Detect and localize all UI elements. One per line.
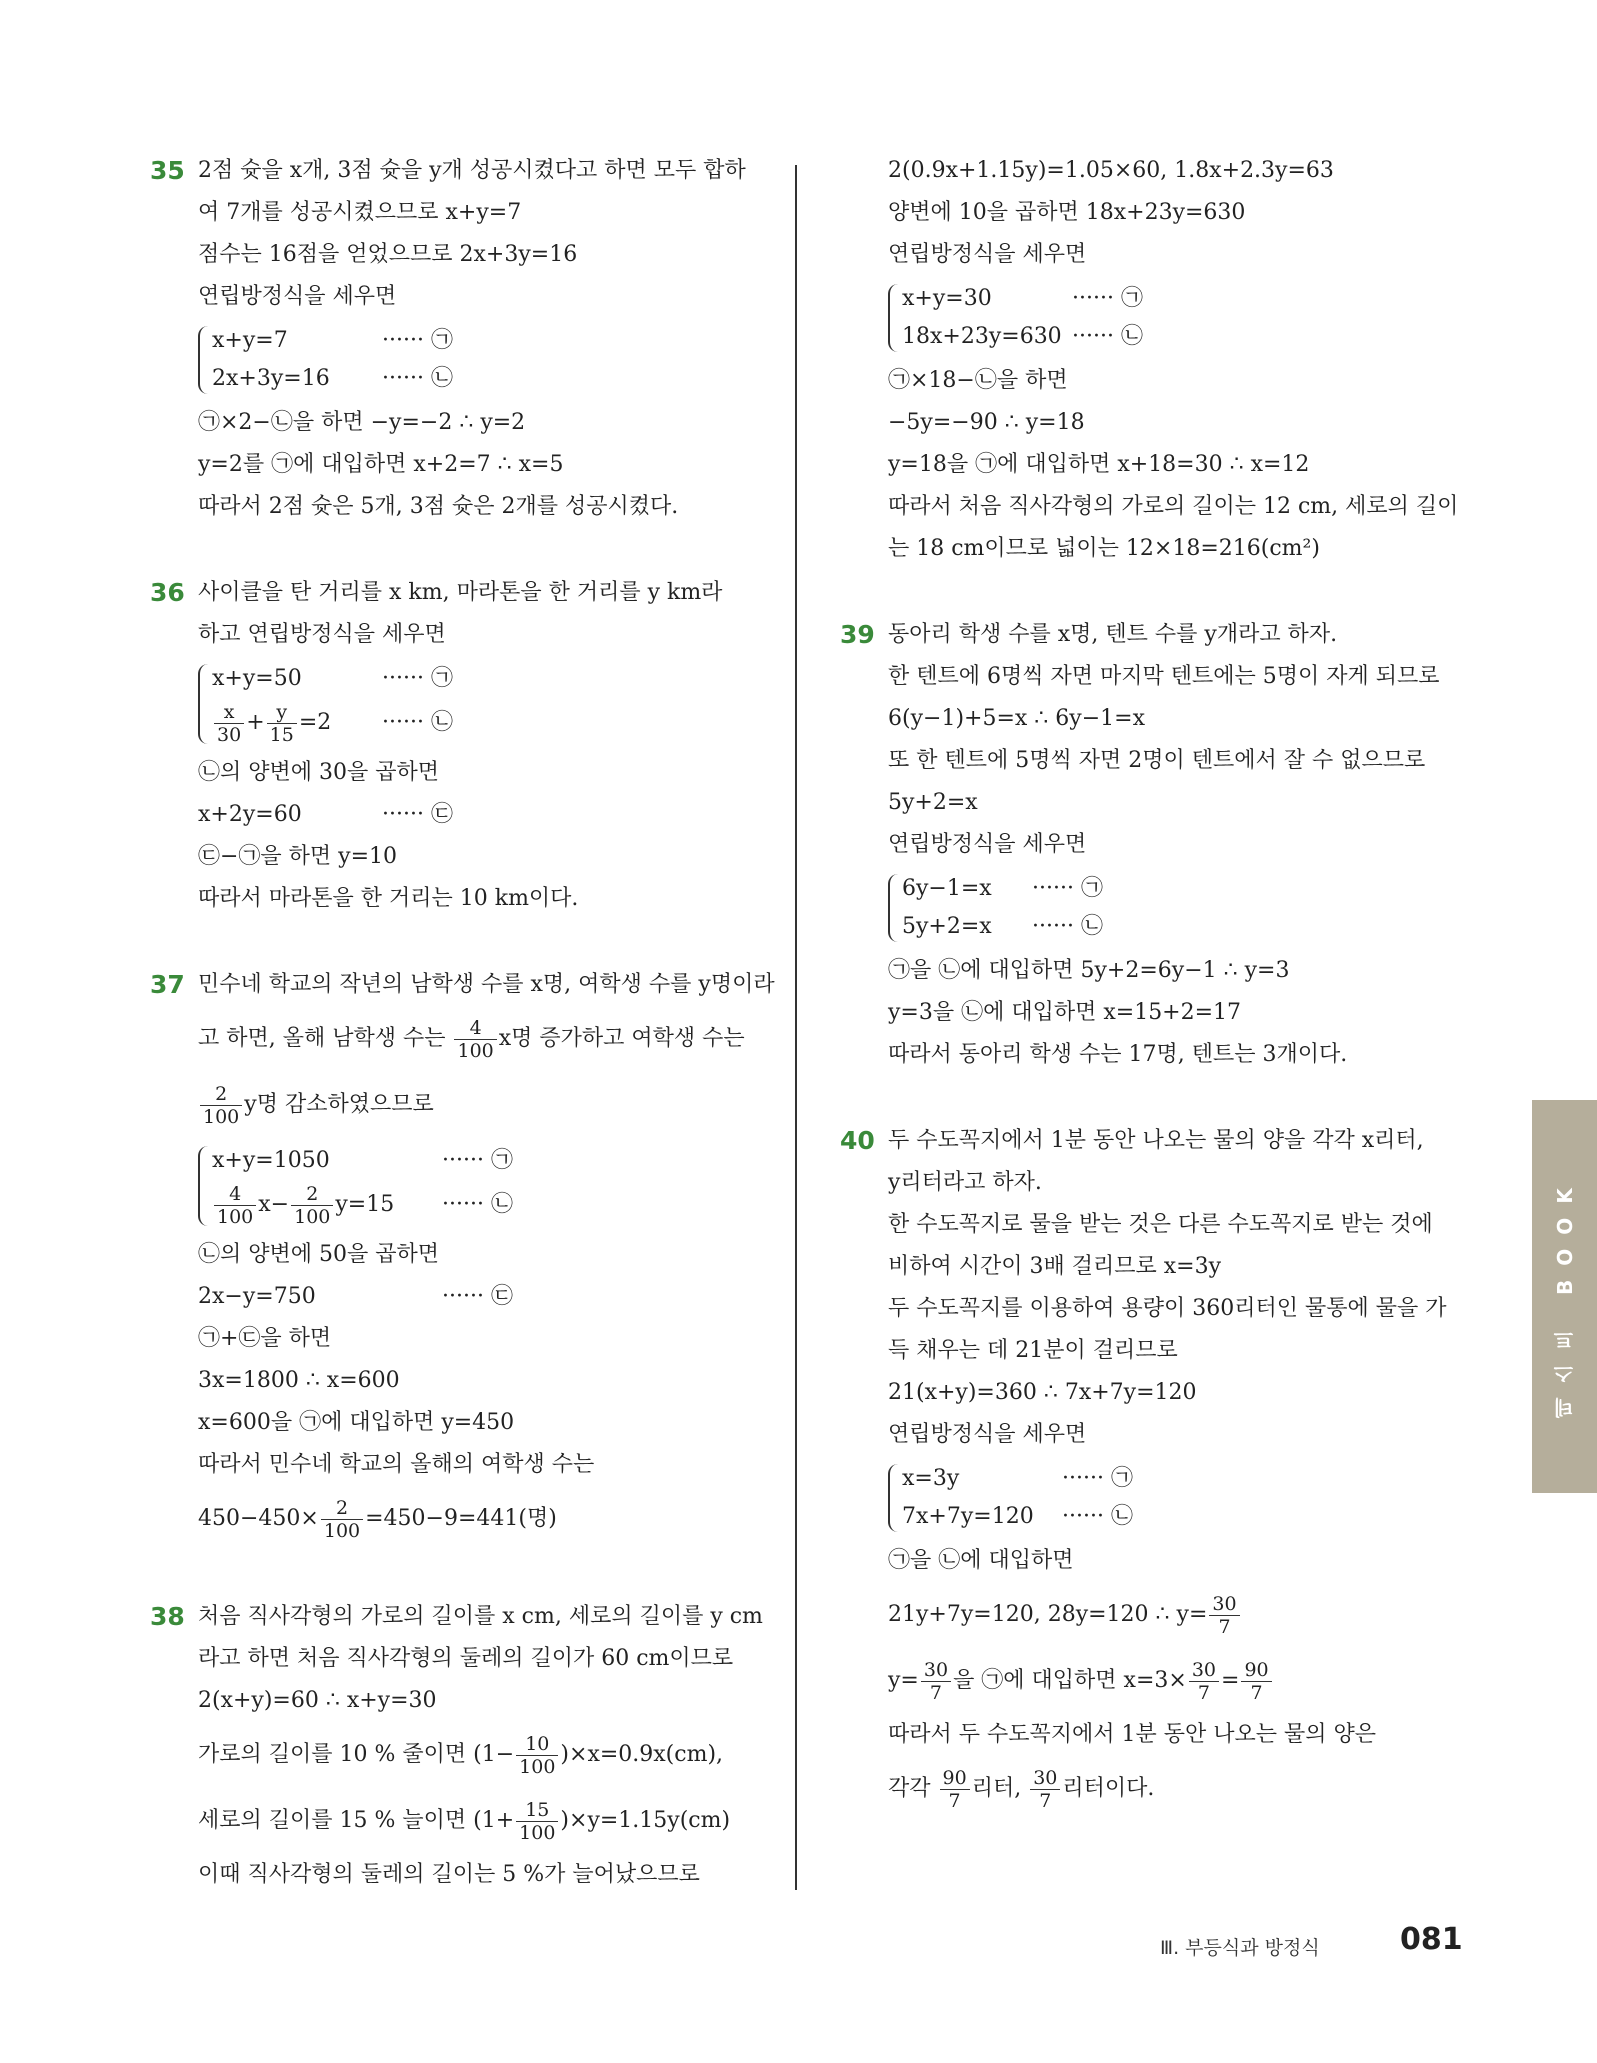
equation-marker: ······ ㉠ <box>1062 1466 1133 1491</box>
text-line: −5y=−90 ∴ y=18 <box>888 410 1085 435</box>
text-line: 각각 $\frac{90}{7}$ 리터, $\frac{30}{7}$ 리터이다. <box>888 1766 1155 1812</box>
text-line: 따라서 동아리 학생 수는 17명, 텐트는 3개이다. <box>888 1042 1348 1067</box>
text-line: 하고 연립방정식을 세우면 <box>198 622 446 647</box>
text-line: 양변에 10을 곱하면 18x+23y=630 <box>888 200 1246 225</box>
equation: 2x−y=750 <box>198 1284 316 1309</box>
equation-marker: ······ ㉡ <box>1072 324 1143 349</box>
fraction: $\frac{x}{30}$ <box>214 701 244 746</box>
fraction: $\frac{30}{7}$ <box>1209 1593 1239 1638</box>
fraction: $\frac{15}{100}$ <box>516 1799 558 1844</box>
brace-icon <box>198 664 208 744</box>
equation: x+y=1050 <box>212 1148 330 1173</box>
text-line: 연립방정식을 세우면 <box>888 242 1087 267</box>
brace-icon <box>888 874 898 942</box>
equation: x+y=30 <box>902 286 992 311</box>
fraction: $\frac{30}{7}$ <box>921 1659 951 1704</box>
text-line: 사이클을 탄 거리를 x km, 마라톤을 한 거리를 y km라 <box>198 580 723 605</box>
text-line: ㉠×2−㉡을 하면 −y=−2 ∴ y=2 <box>198 410 526 435</box>
page-number: 081 <box>1400 1922 1463 1957</box>
text-line: 따라서 마라톤을 한 거리는 10 km이다. <box>198 886 579 911</box>
problem-38-continued <box>840 150 1460 570</box>
equation-marker: ······ ㉠ <box>1072 286 1143 311</box>
text-line: 3x=1800 ∴ x=600 <box>198 1368 400 1393</box>
text-line: 여 7개를 성공시켰으므로 x+y=7 <box>198 200 522 225</box>
text-line: 21y+7y=120, 28y=120 ∴ y= $\frac{30}{7}$ <box>888 1582 1460 1648</box>
equation-system: x+y=1050 ······ ㉠ $\frac{4}{100}$ x− $\frac{2}{100}$ y=15 ······ ㉡ <box>198 1142 770 1230</box>
equation: 18x+23y=630 <box>902 324 1062 349</box>
problem-number: 38 <box>150 1602 185 1631</box>
side-tab <box>1532 1100 1597 1493</box>
column-divider <box>795 165 797 1890</box>
text-line: 또 한 텐트에 5명씩 자면 2명이 텐트에서 잘 수 없으므로 <box>888 748 1426 773</box>
text-line: 2(x+y)=60 ∴ x+y=30 <box>198 1688 437 1713</box>
text-line: 동아리 학생 수를 x명, 텐트 수를 y개라고 하자. <box>888 622 1338 647</box>
text-line: x=600을 ㉠에 대입하면 y=450 <box>198 1410 515 1435</box>
problem-40 <box>840 1120 1460 1822</box>
text-line: ㉠+㉢을 하면 <box>198 1326 332 1351</box>
text-line: ㉡의 양변에 30을 곱하면 <box>198 760 439 785</box>
text-line: 연립방정식을 세우면 <box>198 284 397 309</box>
equation-system: x+y=50 ······ ㉠ $\frac{x}{30}$ + $\frac{y}{15}$ =2 ······ ㉡ <box>198 660 770 748</box>
equation: x=3y <box>902 1466 960 1491</box>
equation-marker: ······ ㉠ <box>1032 876 1103 901</box>
problem-number: 39 <box>840 620 875 649</box>
text-line: 6(y−1)+5=x ∴ 6y−1=x <box>888 706 1145 731</box>
text-line: 따라서 처음 직사각형의 가로의 길이는 12 cm, 세로의 길이 <box>888 494 1459 519</box>
equation: 7x+7y=120 <box>902 1504 1034 1529</box>
equation-marker: ······ ㉢ <box>442 1284 513 1309</box>
text-line: $\frac{2}{100}$ y명 감소하였으므로 <box>198 1072 770 1138</box>
equation-marker: ······ ㉢ <box>382 802 453 827</box>
text-line: 이때 직사각형의 둘레의 길이는 5 %가 늘어났으므로 <box>198 1862 700 1887</box>
text-line: 민수네 학교의 작년의 남학생 수를 x명, 여학생 수를 y명이라 <box>198 972 775 997</box>
equation: 5y+2=x <box>902 914 992 939</box>
fraction: $\frac{4}{100}$ <box>454 1017 496 1062</box>
side-tab-label: 테스트 BOOK <box>1553 1174 1577 1419</box>
text-line: ㉠을 ㉡에 대입하면 <box>888 1548 1074 1573</box>
equation-system <box>888 280 1460 356</box>
text-line: 가로의 길이를 10 % 줄이면 (1− $\frac{10}{100}$ )×x=0.9x(cm), <box>198 1732 724 1778</box>
problem-number: 36 <box>150 578 185 607</box>
footer-chapter: Ⅲ. 부등식과 방정식 <box>1160 1937 1320 1959</box>
problem-39 <box>840 614 1460 1076</box>
text-line: ㉡의 양변에 50을 곱하면 <box>198 1242 439 1267</box>
equation-system <box>198 322 770 398</box>
equation-marker: ······ ㉠ <box>442 1148 513 1173</box>
problem-35 <box>150 150 770 528</box>
text-line: ㉠×18−㉡을 하면 <box>888 368 1068 393</box>
equation-system <box>888 1460 1460 1536</box>
equation-marker: ······ ㉡ <box>382 710 453 735</box>
problem-36 <box>150 572 770 920</box>
text-line: 는 18 cm이므로 넓이는 12×18=216(cm²) <box>888 536 1320 561</box>
fraction: $\frac{90}{7}$ <box>940 1767 970 1812</box>
equation: x+y=50 <box>212 666 302 691</box>
text-line: 득 채우는 데 21분이 걸리므로 <box>888 1338 1178 1363</box>
text-line: y= $\frac{30}{7}$ 을 ㉠에 대입하면 x=3× $\frac{30}{7}$ = $\frac{90}{7}$ <box>888 1648 1460 1714</box>
text-line: 따라서 민수네 학교의 올해의 여학생 수는 <box>198 1452 595 1477</box>
equation-marker: ······ ㉠ <box>382 328 453 353</box>
text-line: ㉢−㉠을 하면 y=10 <box>198 844 398 869</box>
fraction: $\frac{30}{7}$ <box>1189 1659 1219 1704</box>
problem-number: 35 <box>150 156 185 185</box>
text-line: 연립방정식을 세우면 <box>888 1422 1087 1447</box>
text-line: ㉠을 ㉡에 대입하면 5y+2=6y−1 ∴ y=3 <box>888 958 1290 983</box>
text-line: 연립방정식을 세우면 <box>888 832 1087 857</box>
text-line: 점수는 16점을 얻었으므로 2x+3y=16 <box>198 242 578 267</box>
problem-number: 37 <box>150 970 185 999</box>
brace-icon <box>198 326 208 394</box>
text-line: y=3을 ㉡에 대입하면 x=15+2=17 <box>888 1000 1242 1025</box>
fraction: $\frac{y}{15}$ <box>267 701 297 746</box>
text-line: 한 수도꼭지로 물을 받는 것은 다른 수도꼭지로 받는 것에 <box>888 1212 1433 1237</box>
fraction: $\frac{4}{100}$ <box>214 1183 256 1228</box>
text-line: y리터라고 하자. <box>888 1170 1042 1195</box>
fraction: $\frac{30}{7}$ <box>1030 1767 1060 1812</box>
text-line: 450−450× $\frac{2}{100}$ =450−9=441(명) <box>198 1496 557 1542</box>
text-line: 비하여 시간이 3배 걸리므로 x=3y <box>888 1254 1222 1279</box>
problem-37 <box>150 964 775 1552</box>
text-line: 고 하면, 올해 남학생 수는 $\frac{4}{100}$ x명 증가하고 여학생 수는 <box>198 1016 745 1062</box>
problem-number: 40 <box>840 1126 875 1155</box>
equation-marker: ······ ㉡ <box>1062 1504 1133 1529</box>
text-line: 따라서 2점 슛은 5개, 3점 슛은 2개를 성공시켰다. <box>198 494 679 519</box>
fraction: $\frac{90}{7}$ <box>1241 1659 1271 1704</box>
text-line: y=18을 ㉠에 대입하면 x+18=30 ∴ x=12 <box>888 452 1310 477</box>
brace-icon <box>888 1464 898 1532</box>
text-line: 한 텐트에 6명씩 자면 마지막 텐트에는 5명이 자게 되므로 <box>888 664 1440 689</box>
equation-system <box>888 870 1460 946</box>
fraction: $\frac{2}{100}$ <box>200 1083 242 1128</box>
text-line: 처음 직사각형의 가로의 길이를 x cm, 세로의 길이를 y cm <box>198 1604 763 1629</box>
equation: 6y−1=x <box>902 876 992 901</box>
fraction: $\frac{2}{100}$ <box>321 1497 363 1542</box>
equation: x+2y=60 <box>198 802 302 827</box>
text-line: 21(x+y)=360 ∴ 7x+7y=120 <box>888 1380 1197 1405</box>
brace-icon <box>198 1146 208 1226</box>
text-line: 라고 하면 처음 직사각형의 둘레의 길이가 60 cm이므로 <box>198 1646 734 1671</box>
equation-marker: ······ ㉡ <box>442 1192 513 1217</box>
equation: 2x+3y=16 <box>212 366 330 391</box>
equation: x+y=7 <box>212 328 288 353</box>
equation-marker: ······ ㉡ <box>1032 914 1103 939</box>
text-line: 세로의 길이를 15 % 늘이면 (1+ $\frac{15}{100}$ )×y=1.15y(cm) <box>198 1798 731 1844</box>
text-line: 2(0.9x+1.15y)=1.05×60, 1.8x+2.3y=63 <box>888 158 1334 183</box>
text-line: 두 수도꼭지를 이용하여 용량이 360리터인 물통에 물을 가 <box>888 1296 1447 1321</box>
text-line: 2점 슛을 x개, 3점 슛을 y개 성공시켰다고 하면 모두 합하 <box>198 158 746 183</box>
text-line: 두 수도꼭지에서 1분 동안 나오는 물의 양을 각각 x리터, <box>888 1128 1424 1153</box>
equation-marker: ······ ㉠ <box>382 666 453 691</box>
text-line: 5y+2=x <box>888 790 978 815</box>
brace-icon <box>888 284 898 352</box>
equation-marker: ······ ㉡ <box>382 366 453 391</box>
text-line: y=2를 ㉠에 대입하면 x+2=7 ∴ x=5 <box>198 452 564 477</box>
problem-38 <box>150 1596 770 1896</box>
right-column <box>840 150 1460 1822</box>
fraction: $\frac{2}{100}$ <box>291 1183 333 1228</box>
left-column <box>150 150 775 1896</box>
fraction: $\frac{10}{100}$ <box>516 1733 558 1778</box>
text-line: 따라서 두 수도꼭지에서 1분 동안 나오는 물의 양은 <box>888 1722 1376 1747</box>
